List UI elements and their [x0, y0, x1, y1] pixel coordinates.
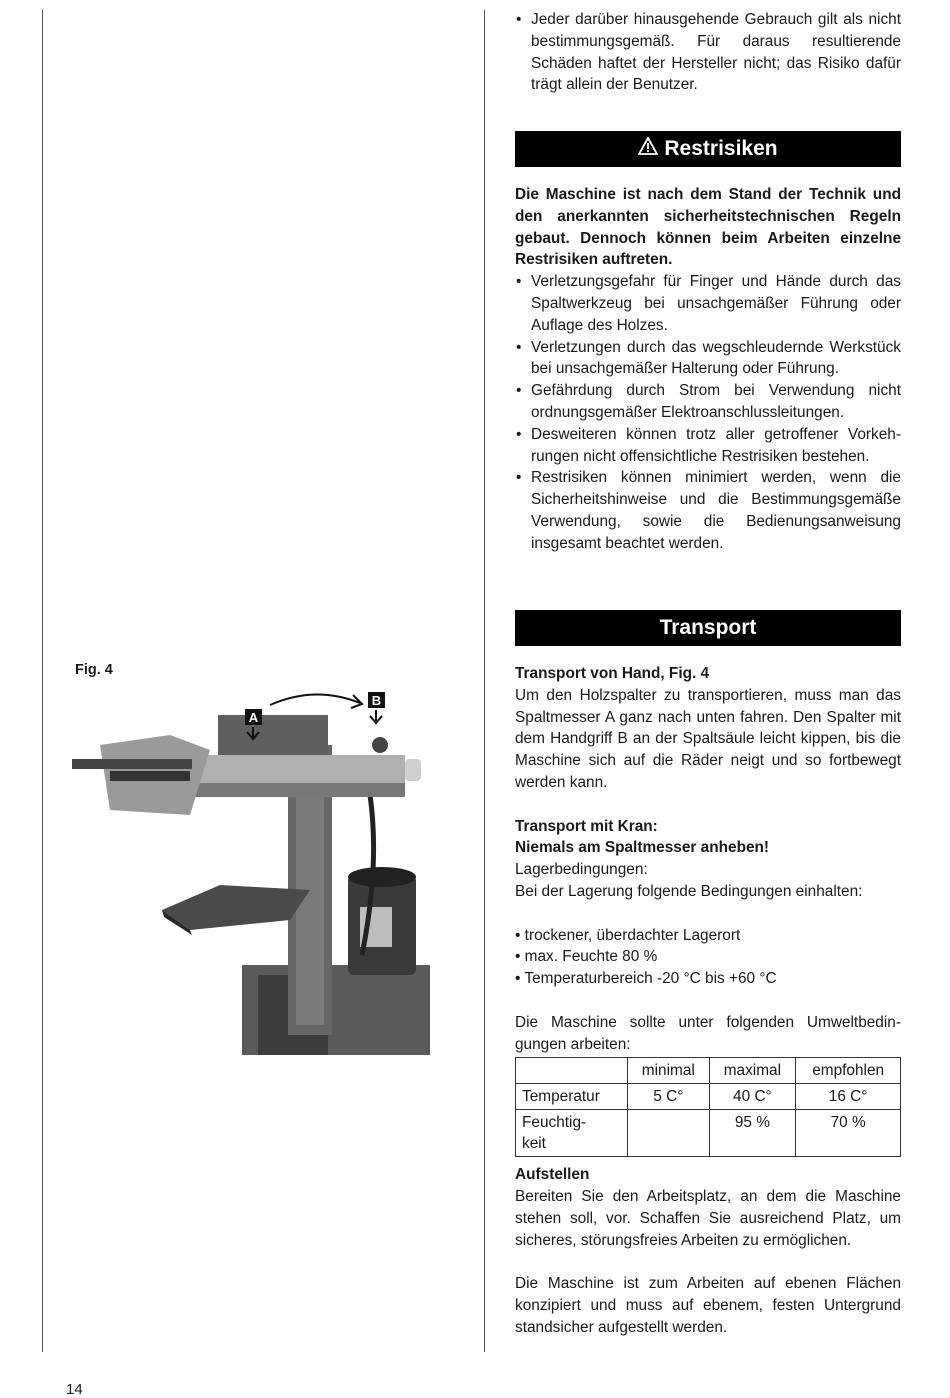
paragraph: Die Maschine sollte unter folgenden Umweltbedingungen arbeiten: — [515, 1013, 901, 1053]
list-item: • Gefährdung durch Strom bei Verwendung nicht ordnungsgemäßer Elektroanschlussleitungen. — [515, 380, 901, 424]
table-cell: Feuchtig- keit — [516, 1110, 628, 1157]
table-cell: 5 C° — [628, 1084, 709, 1110]
table-cell: 16 C° — [796, 1084, 901, 1110]
table-cell — [628, 1110, 709, 1157]
table-header: empfohlen — [796, 1058, 901, 1084]
paragraph: Die Maschine ist zum Arbeiten auf ebenen Flächen konzipiert und muss auf ebenem, festen Untergrund standsicher aufgestellt werden. — [515, 1275, 901, 1336]
table-header: minimal — [628, 1058, 709, 1084]
table-header-row — [516, 1058, 901, 1084]
table-row — [516, 1110, 901, 1157]
restrisiken-body — [515, 184, 901, 555]
warning-icon — [638, 137, 658, 161]
list-item: • Jeder darüber hinausgehende Gebrauch gilt als nicht bestimmungsgemäß. Für daraus resultierende Schäden haftet der Hersteller nicht; das Risiko dafür trägt allein der Benutzer. — [515, 9, 901, 96]
paragraph: Um den Holzspalter zu transportieren, muss man das Spaltmesser A ganz nach unten fahren. Den Spalter mit dem Handgriff B an der Spaltsäule leicht kippen, bis die Maschine sich auf die Räder neigt und so fortbewegt werden kann. — [515, 686, 901, 791]
left-margin-rule — [42, 10, 43, 1352]
marker-a: A — [248, 710, 259, 725]
list-item: • Verletzungsgefahr für Finger und Hände durch das Spaltwerkzeug bei unsachgemäßer Führung oder Auflage des Holzes. — [515, 271, 901, 336]
table-cell: Temperatur — [516, 1084, 628, 1110]
list-item: • Restrisiken können minimiert werden, wenn die Sicherheitshinweise und die Bestimmungsgemäße Verwendung, sowie die Bedienungsanweisung insgesamt beachtet werden. — [515, 467, 901, 554]
subheading: Aufstellen — [515, 1166, 590, 1184]
paragraph: Lagerbedingungen: — [515, 861, 648, 879]
section-heading-restrisiken — [515, 131, 901, 167]
section-title: Restrisiken — [664, 137, 778, 160]
paragraph: Bereiten Sie den Arbeitsplatz, an dem die Maschine stehen soll, vor. Schaffen Sie ausreichend Platz, um sicheres, störungsfreies Arbeiten zu ermöglichen. — [515, 1188, 901, 1249]
list-item: • Desweiteren können trotz aller getroffener Vorkehrungen nicht offensichtliche Restrisiken bestehen. — [515, 424, 901, 468]
log-splitter-figure — [70, 685, 430, 1055]
list-item: • trockener, überdachter Lagerort — [515, 926, 741, 944]
subheading: Transport von Hand, Fig. 4 — [515, 665, 710, 682]
table-header: maximal — [709, 1058, 796, 1084]
restrisiken-intro: Die Maschine ist nach dem Stand der Technik und den anerkannten sicherheitstechnischen Regeln gebaut. Dennoch können beim Arbeiten einzelne Restrisiken auftreten. — [515, 186, 901, 269]
column-divider — [484, 10, 485, 1352]
figure-label: Fig. 4 — [75, 662, 113, 678]
list-item: • Verletzungen durch das wegschleudernde Werkstück bei unsachgemäßer Halterung oder Führung. — [515, 337, 901, 381]
subheading: Transport mit Kran: — [515, 817, 658, 835]
table-cell: 95 % — [709, 1110, 796, 1157]
transport-body — [515, 663, 901, 1339]
paragraph: Bei der Lagerung folgende Bedingungen einhalten: — [515, 882, 863, 900]
table-row — [516, 1084, 901, 1110]
top-bullets — [515, 9, 901, 96]
table-cell — [516, 1058, 628, 1084]
restrisiken-list — [515, 271, 901, 554]
section-heading-transport — [515, 610, 901, 646]
section-title: Transport — [659, 616, 757, 639]
list-item: • Temperaturbereich -20 °C bis +60 °C — [515, 970, 777, 988]
page-number: 14 — [66, 1381, 83, 1398]
marker-b: B — [371, 693, 382, 708]
table-cell: 70 % — [796, 1110, 901, 1157]
environment-table — [515, 1057, 901, 1157]
list-item: • max. Feuchte 80 % — [515, 948, 658, 966]
warning-text: Niemals am Spaltmesser anheben! — [515, 839, 770, 857]
table-cell: 40 C° — [709, 1084, 796, 1110]
